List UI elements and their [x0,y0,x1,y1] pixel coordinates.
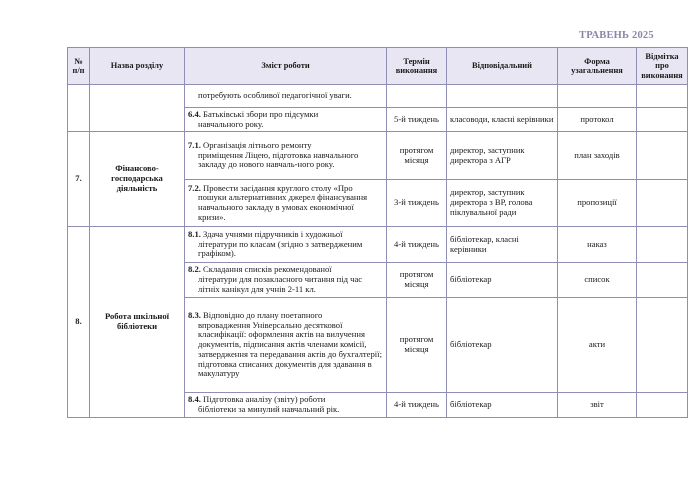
mark-cell [637,180,688,227]
term-cell [387,85,447,108]
responsible-cell: класоводи, класні керівники [447,108,558,132]
term-cell: 4-й тиждень [387,393,447,418]
work-text-first: Підготовка аналізу (звіту) роботи [203,394,326,405]
section-number-cell: 7. [68,132,90,227]
mark-cell [637,227,688,263]
col-header-section: Назва розділу [90,48,185,85]
form-cell: звіт [558,393,637,418]
section-title-cell: Робота шкільної бібліотеки [90,227,185,418]
section-number-cell [68,85,90,132]
work-text: літератури по класам (згідно з затвердженим графіком). [198,238,363,259]
term-cell: протягом місяця [387,298,447,393]
work-text-first: Провести засідання круглого столу «Про [203,182,353,193]
work-text-first: Організація літнього ремонту [203,139,312,150]
work-id: 8.2. [188,264,201,275]
work-content-cell [185,85,387,108]
term-cell: 4-й тиждень [387,227,447,263]
work-text-first: Здача учнями підручників і художньої [203,228,343,239]
table-row [68,227,688,263]
work-content-cell [185,393,387,418]
term-cell: 5-й тиждень [387,108,447,132]
work-text-first: Батьківські збори про підсумки [203,108,319,119]
responsible-cell: бібліотекар, класні керівники [447,227,558,263]
work-content-cell [185,108,387,132]
work-content-cell [185,132,387,180]
mark-cell [637,85,688,108]
form-cell: список [558,263,637,298]
responsible-cell: директор, заступник директора з АГР [447,132,558,180]
work-id: 8.3. [188,310,201,321]
work-text: літератури для позакласного читання під час літніх канікул для учнів 2-11 кл. [198,274,363,294]
responsible-cell: бібліотекар [447,298,558,393]
section-number-cell: 8. [68,227,90,418]
form-cell: акти [558,298,637,393]
work-text: приміщення Ліцею, підготовка навчального закладу до нового навчаль-ного року. [198,149,359,170]
work-text: впровадження Універсально десяткової класифікації: оформлення актів на вилучення документів, підписання актів членами комісії, затвердження та передавання актів до бухгалтерії; підготовка списаних документів для здавання в макулатуру [198,319,382,379]
mark-cell [637,298,688,393]
work-text-first: Відповідно до плану поетапного [203,310,323,321]
work-id: 7.1. [188,139,201,150]
form-cell: пропозиції [558,180,637,227]
work-id: 8.1. [188,228,201,239]
mark-cell [637,263,688,298]
col-header-responsible: Відповідальний [447,48,558,85]
form-cell [558,85,637,108]
table-row [68,85,688,108]
work-text: пошуки альтернативних джерел фінансування навчального закладу в умовах економічної кризи». [198,192,368,222]
col-header-term: Термін виконання [387,48,447,85]
responsible-cell: директор, заступник директора з ВР, голова піклувальної ради [447,180,558,227]
work-id: 6.4. [188,108,201,119]
mark-cell [637,108,688,132]
work-id: 7.2. [188,182,201,193]
table-row [68,132,688,180]
col-header-mark: Відмітка про виконання [637,48,688,85]
form-cell: протокол [558,108,637,132]
work-text: потребують особливої педагогічної уваги. [198,90,352,101]
table-header-row [68,48,688,85]
work-plan-table [67,47,688,418]
work-content-cell [185,263,387,298]
mark-cell [637,393,688,418]
work-content-cell [185,180,387,227]
term-cell: протягом місяця [387,263,447,298]
responsible-cell [447,85,558,108]
section-title-cell: Фінансово-господарська діяльність [90,132,185,227]
term-cell: 3-й тиждень [387,180,447,227]
responsible-cell: бібліотекар [447,393,558,418]
section-title-cell [90,85,185,132]
mark-cell [637,132,688,180]
work-content-cell [185,298,387,393]
work-text: навчального року. [198,118,264,129]
col-header-form: Форма узагальнення [558,48,637,85]
work-content-cell [185,227,387,263]
form-cell: план заходів [558,132,637,180]
responsible-cell: бібліотекар [447,263,558,298]
work-id: 8.4. [188,394,201,405]
term-cell: протягом місяця [387,132,447,180]
work-text-first: Складання списків рекомендованої [203,264,332,275]
col-header-content: Зміст роботи [185,48,387,85]
form-cell: наказ [558,227,637,263]
work-text: бібліотеки за минулий навчальний рік. [198,404,340,414]
month-title: ТРАВЕНЬ 2025 [579,30,654,41]
col-header-num: № п/п [68,48,90,85]
